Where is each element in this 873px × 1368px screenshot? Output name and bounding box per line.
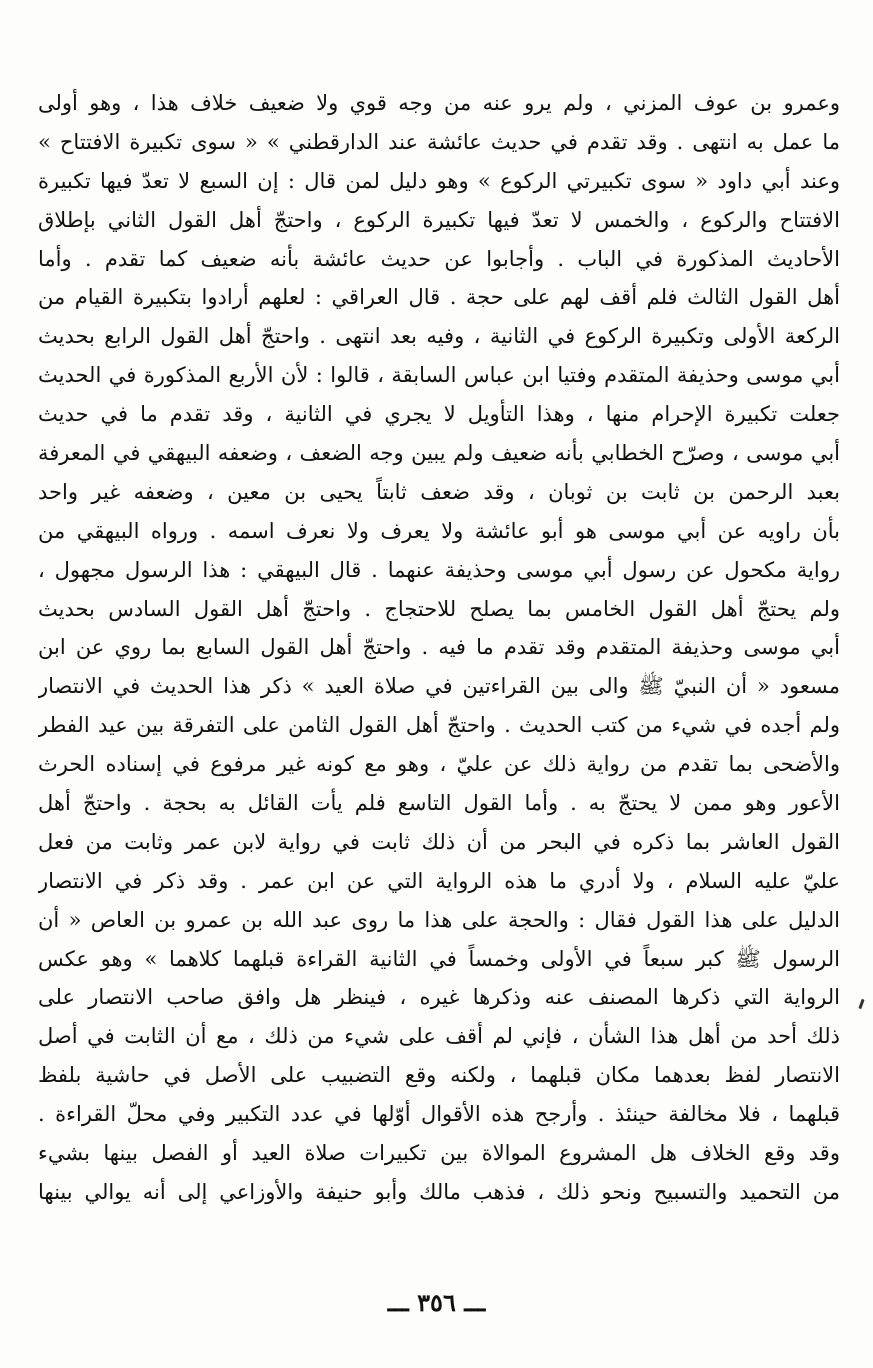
page-number-dash-right: ـــ (464, 1288, 486, 1317)
text-line: ولم يحتجّ أهل القول الخامس بما يصلح للاحتجاج . واحتجّ أهل القول السادس بحديث (38, 596, 840, 621)
text-line: القول العاشر بما ذكره في البحر من أن ذلك ثابت في رواية لابن عمر وثابت من فعل (38, 829, 840, 854)
page-number-dash-left: ـــ (387, 1288, 409, 1317)
text-line: من التحميد والتسبيح ونحو ذلك ، فذهب مالك وأبو حنيفة والأوزاعي إلى أنه يوالي بينها (38, 1179, 840, 1204)
text-line: وقد وقع الخلاف هل المشروع الموالاة بين تكبيرات صلاة العيد أو الفصل بينها بشيء (38, 1141, 840, 1166)
text-line: أبي موسى ، وصرّح الخطابي بأنه ضعيف ولم يبين وجه الضعف ، وضعفه البيهقي في المعرفة (38, 441, 840, 466)
body-text (38, 84, 840, 1212)
text-line: الرواية التي ذكرها المصنف عنه وذكرها غيره ، فينظر هل وافق صاحب الانتصار على (38, 985, 840, 1010)
text-line: جعلت تكبيرة الإحرام منها ، وهذا التأويل لا يجري في الثانية ، وقد تقدم ما في حديث (38, 402, 840, 427)
text-line: الرسول ﷺ كبر سبعاً في الأولى وخمساً في الثانية القراءة قبلهما كلاهما » وهو عكس (38, 946, 840, 971)
text-line: الانتصار لفظ بعدهما مكان قبلهما ، ولكنه وقع التضبيب على الأصل في حاشية بلفظ (38, 1063, 840, 1088)
text-line: أهل القول الثالث فلم أقف لهم على حجة . قال العراقي : لعلهم أرادوا بتكبيرة القيام من (38, 285, 840, 310)
text-line: بعبد الرحمن بن ثابت بن ثوبان ، وقد ضعف ثابتاً يحيى بن معين ، وضعفه غير واحد (38, 479, 840, 504)
text-line: مسعود « أن النبيّ ﷺ والى بين القراءتين في صلاة العيد » ذكر هذا الحديث في الانتصار (38, 674, 840, 699)
text-line: وعند أبي داود « سوى تكبيرتي الركوع » وهو دليل لمن قال : إن السبع لا تعدّ فيها تكبيرة (38, 168, 840, 193)
text-line: قبلهما ، فلا مخالفة حينئذ . وأرجح هذه الأقوال أوّلها في عدد التكبير وفي محلّ القراءة . (38, 1102, 840, 1127)
text-line: ما عمل به انتهى . وقد تقدم في حديث عائشة عند الدارقطني » « سوى تكبيرة الافتتاح » (38, 129, 840, 154)
text-line: بأن راويه عن أبي موسى هو أبو عائشة ولا يعرف ولا نعرف اسمه . ورواه البيهقي من (38, 518, 840, 543)
page-number: ٣٥٦ (417, 1288, 456, 1317)
page-number-footer (0, 1288, 873, 1317)
text-line: رواية مكحول عن رسول أبي موسى وحذيفة عنهما . قال البيهقي : هذا الرسول مجهول ، (38, 557, 840, 582)
text-line: الافتتاح والركوع ، والخمس لا تعدّ فيها تكبيرة الركوع ، واحتجّ أهل القول الثاني بإطلاق (38, 207, 840, 232)
text-line: الركعة الأولى وتكبيرة الركوع في الثانية ، وفيه بعد انتهى . واحتجّ أهل القول الرابع بحديث (38, 324, 840, 349)
text-line: ذلك أحد من أهل هذا الشأن ، فإني لم أقف على شيء من ذلك ، مع أن الثابت في أصل (38, 1024, 840, 1049)
text-line: الأحاديث المذكورة في الباب . وأجابوا عن حديث عائشة بأنه ضعيف كما تقدم . وأما (38, 246, 840, 271)
text-line: الأعور وهو ممن لا يحتجّ به . وأما القول التاسع فلم يأت القائل به بحجة . واحتجّ أهل (38, 791, 840, 816)
text-line: ولم أجده في شيء من كتب الحديث . واحتجّ أهل القول الثامن على التفرقة بين عيد الفطر (38, 713, 840, 738)
text-line: أبي موسى وحذيفة المتقدم وقد تقدم ما فيه . واحتجّ أهل القول السابع بما روي عن ابن (38, 635, 840, 660)
text-line: أبي موسى وحذيفة المتقدم وفتيا ابن عباس السابقة ، قالوا : لأن الأربع المذكورة في الحديث (38, 363, 840, 388)
text-line: الدليل على هذا القول فقال : والحجة على هذا ما روى عبد الله بن عمرو بن العاص « أن (38, 907, 840, 932)
margin-mark (858, 999, 864, 1009)
text-line: وعمرو بن عوف المزني ، ولم يرو عنه من وجه قوي ولا ضعيف خلاف هذا ، وهو أولى (38, 91, 840, 115)
text-line: عليّ عليه السلام ، ولا أدري ما هذه الرواية التي عن ابن عمر . وقد ذكر في الانتصار (38, 868, 840, 893)
text-line: والأضحى بما تقدم من رواية ذلك عن عليّ ، وهو مع كونه غير مرفوع في إسناده الحرث (38, 752, 840, 777)
